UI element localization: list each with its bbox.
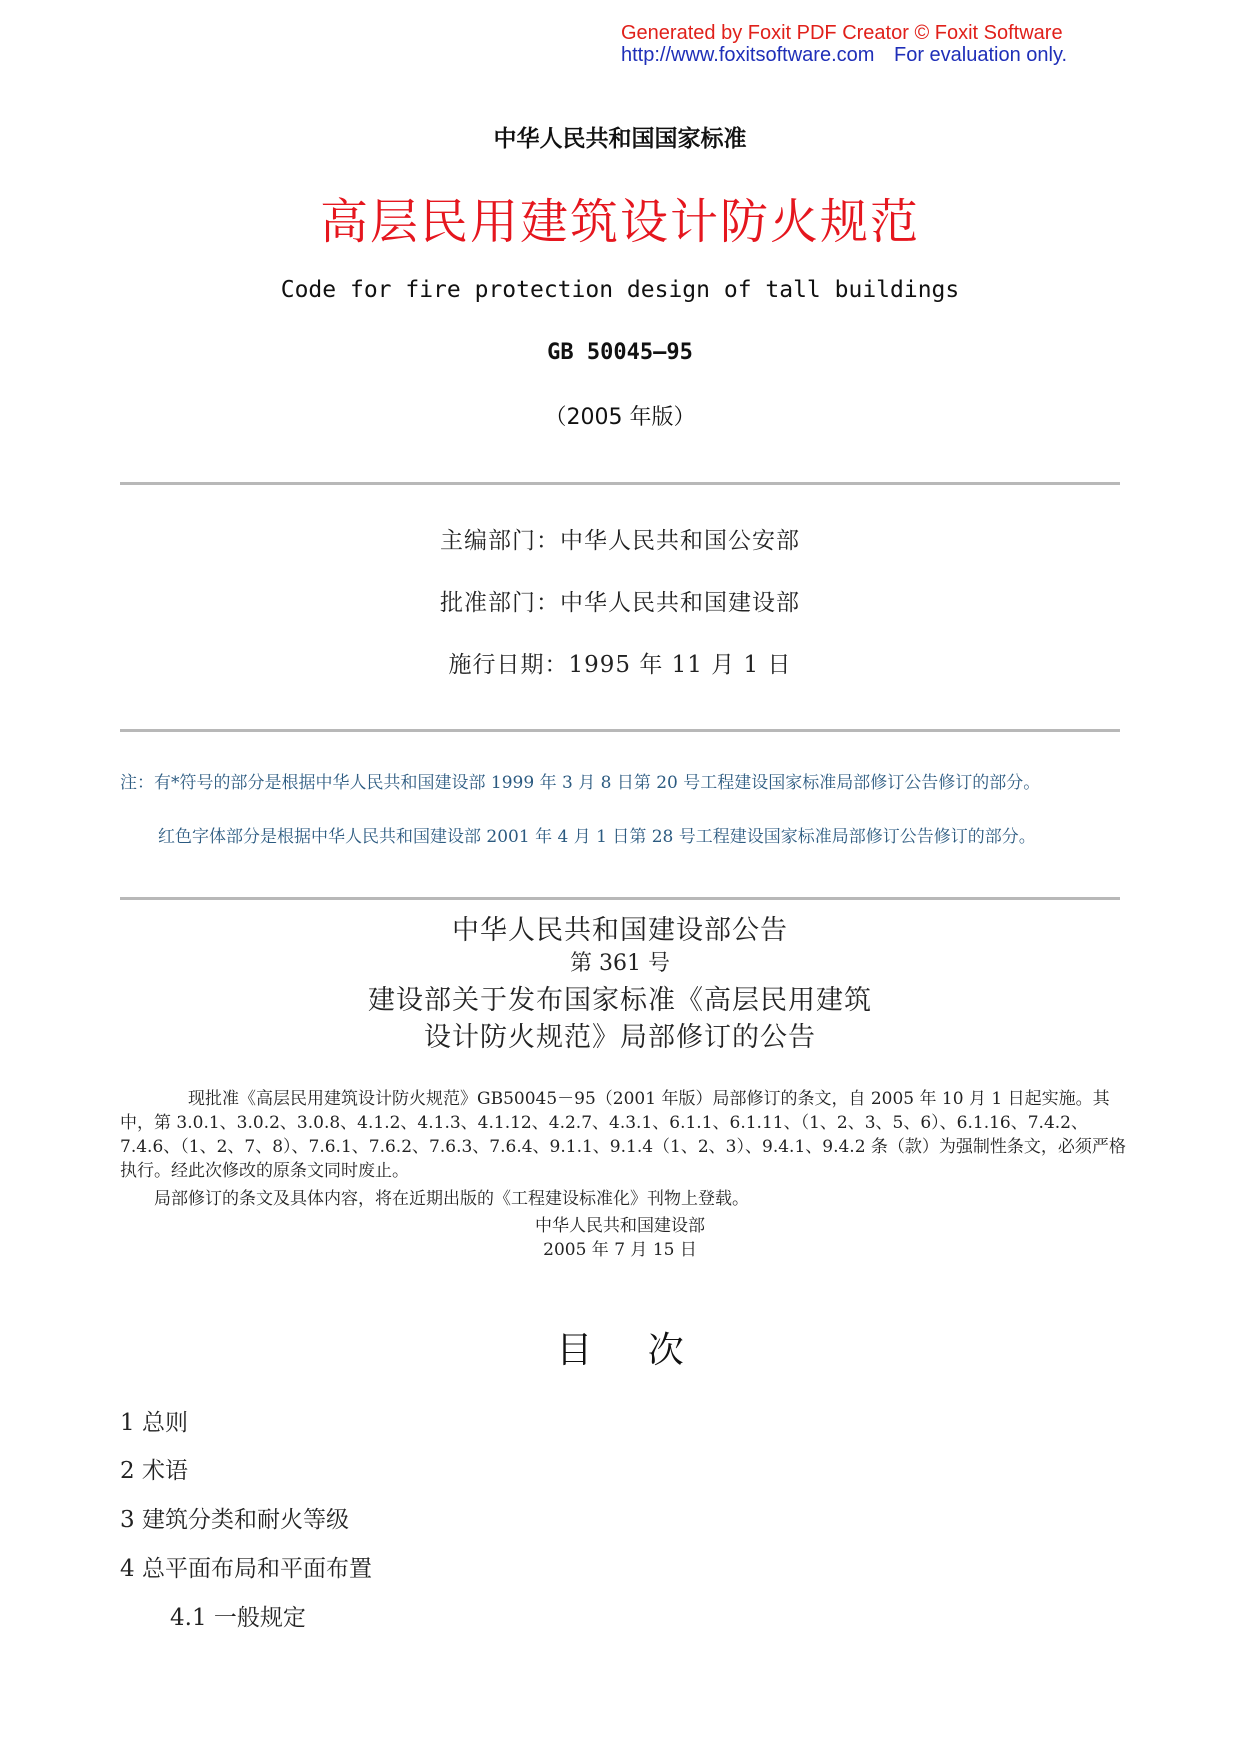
approver-dept: 批准部门：中华人民共和国建设部 [440,590,800,616]
editor-dept: 主编部门：中华人民共和国公安部 [440,528,800,554]
divider [120,482,1120,485]
toc-subitem[interactable]: 4.1 一般规定 [170,1605,306,1631]
english-title: Code for fire protection design of tall buildings [280,277,960,303]
announcement-issuer: 中华人民共和国建设部公告 [452,915,788,946]
toc-title: 目 次 [556,1330,706,1371]
standard-label: 中华人民共和国国家标准 [493,126,747,152]
edition-label: （2005 年版） [544,405,696,430]
toc-item[interactable]: 4 总平面布局和平面布置 [120,1556,372,1582]
effective-date: 施行日期：1995 年 11 月 1 日 [448,652,792,678]
revision-note-1: 注：有*符号的部分是根据中华人民共和国建设部 1999 年 3 月 8 日第 20 号工程建设国家标准局部修订公告修订的部分。 [120,773,1041,793]
revision-note-2: 红色字体部分是根据中华人民共和国建设部 2001 年 4 月 1 日第 28 号工程建设国家标准局部修订公告修订的部分。 [158,827,1036,847]
announcement-number: 第 361 号 [570,951,670,976]
watermark-eval: For evaluation only. [893,44,1068,66]
document-title: 高层民用建筑设计防火规范 [319,194,920,250]
watermark-url: http://www.foxitsoftware.com [621,44,875,66]
divider [120,729,1120,732]
watermark [621,22,1221,66]
announcement-date: 2005 年 7 月 15 日 [543,1240,697,1260]
toc-item[interactable]: 1 总则 [120,1410,188,1436]
announcement-title-line1: 建设部关于发布国家标准《高层民用建筑 [368,985,872,1016]
announcement-paragraph: 局部修订的条文及具体内容，将在近期出版的《工程建设标准化》刊物上登载。 [154,1189,749,1209]
toc-item[interactable]: 2 术语 [120,1458,188,1484]
announcement-title-line2: 设计防火规范》局部修订的公告 [424,1022,816,1053]
announcement-paragraph: 现批准《高层民用建筑设计防火规范》GB50045－95（2001 年版）局部修订的条文，自 2005 年 10 月 1 日起实施。其中，第 3.0.1、3.0.2、3.0.8、4.1.2、4.1.3、4.1.12、4.2.7、4.3.1、6.1.1、6.1.11、（1、2、3、5、6）、6.1.16、7.4.2、7.4.6、（1、2、7、8）、7.6.1、7.6.2、7.6.3、7.6.4、9.1.1、9.1.4（1、2、3）、9.4.1、9.4.2 条（款）为强制性条文，必须严格执行。经此次修改的原条文同时废止。 [120,1089,1126,1181]
divider [120,897,1120,900]
toc-item[interactable]: 3 建筑分类和耐火等级 [120,1507,349,1533]
standard-code: GB 50045—95 [547,340,693,365]
announcement-signer: 中华人民共和国建设部 [535,1216,705,1236]
watermark-line: Generated by Foxit PDF Creator © Foxit Software [621,22,1063,44]
